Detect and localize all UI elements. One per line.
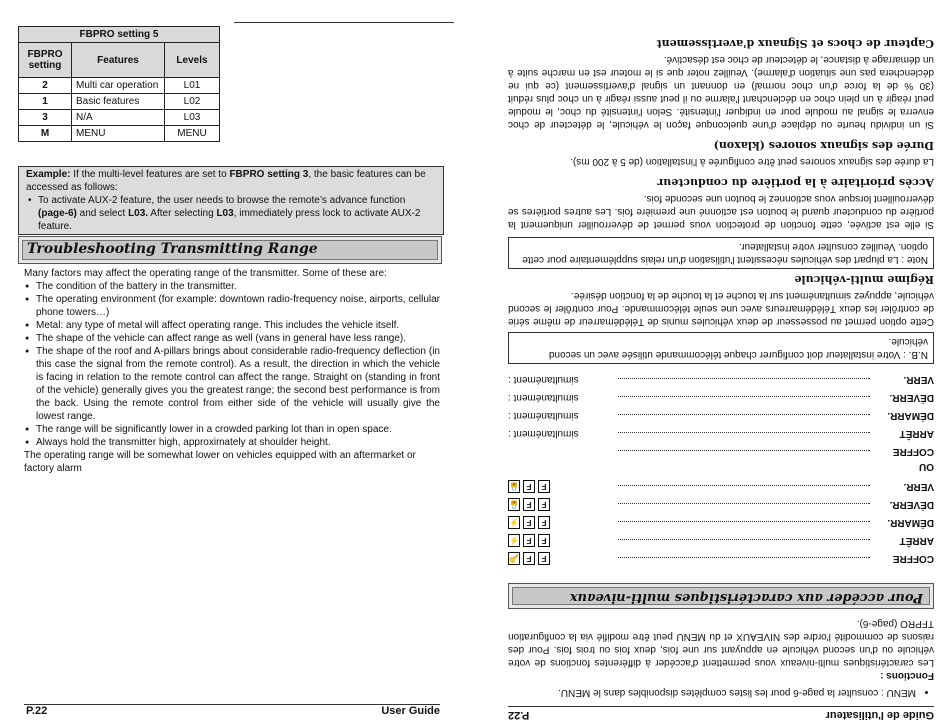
french-heading <box>508 583 934 609</box>
cell-setting: 1 <box>19 94 72 110</box>
level-row <box>508 440 934 458</box>
list-item: ● The condition of the battery in the transmitter. <box>36 280 440 293</box>
table-row <box>19 110 220 126</box>
col-header-features: Features <box>72 43 165 78</box>
col-header-setting: FBPRO setting <box>19 43 72 78</box>
table-row <box>19 78 220 94</box>
level-row <box>508 386 934 404</box>
section-heading <box>18 236 442 264</box>
french-intro: Les caractéristiques multi-niveaux vous permettent d'accéder à différentes fonctions de votre véhicule ou d'un second véhicule en appuyant sur une fois, deux fois ou trois fois. Pour des raisons de commodité l'ordre des NIVEAUX et du MENU peut être modifié via la configuration TFPRO (page-6). <box>508 618 934 668</box>
simul-text: simultanément : <box>508 392 579 403</box>
level-row <box>508 475 934 493</box>
level-row <box>508 422 934 440</box>
level-label: ARRÊT <box>899 428 934 439</box>
level-label: COFFRE <box>892 446 934 457</box>
cell-setting: 2 <box>19 78 72 94</box>
level-label: DÉMARR. <box>887 517 934 528</box>
nb-box: N.B. : Votre installateur doit configurer chaque télécommande utilisée avec un second véhicule. <box>508 332 934 364</box>
cell-setting: 3 <box>19 110 72 126</box>
key-icons: FF⚡ <box>508 534 553 547</box>
french-header <box>508 706 934 721</box>
key-icons: FF🔒 <box>508 480 553 493</box>
cell-feature: Multi car operation <box>72 78 165 94</box>
example-bullet <box>38 194 436 233</box>
level-label: DÉVERR. <box>889 392 934 403</box>
french-heading-text: Pour accéder aux caractéristiques multi-niveaux <box>569 590 923 605</box>
top-rule <box>234 22 454 23</box>
list-item: ● The operating environment (for example: downtown radio-frequency noise, airports, cellular phone towers…) <box>36 293 440 319</box>
priority-title: Accès prioritaire à la portière du conducteur <box>657 176 934 189</box>
page-number: P.22 <box>26 705 48 717</box>
simul-text: simultanément : <box>508 410 579 421</box>
level-label: VERR. <box>903 374 934 385</box>
cell-feature: Basic features <box>72 94 165 110</box>
table-row <box>19 94 220 110</box>
section-body <box>24 267 440 475</box>
fonctions-label: Fonctions : <box>880 670 934 681</box>
list-item: ● The shape of the vehicle can affect range as well (vans in general have less range). <box>36 332 440 345</box>
page-footer <box>24 704 440 717</box>
bullet-b: (page-6) <box>38 208 77 219</box>
example-box <box>18 166 444 235</box>
french-guide-title: Guide de l'utilisateur <box>825 709 934 721</box>
cell-level: L02 <box>165 94 220 110</box>
guide-title: User Guide <box>381 705 440 717</box>
cell-level: L01 <box>165 78 220 94</box>
level-row <box>508 547 934 565</box>
col-header-levels: Levels <box>165 43 220 78</box>
bullet-g: , immediately press lock to activate AUX-2 feature. <box>38 208 421 232</box>
example-text <box>26 168 436 194</box>
priority-text: Si elle est activée, cette fonction de protection vous permet de déverrouiller uniquement la portière du conducteur quand le bouton est actionné une première fois. Les autres portières se déverrouillent lorsque vous actionnez le bouton une seconde fois. <box>508 193 934 230</box>
key-icons: FF⚡ <box>508 516 553 529</box>
shock-title: Capteur de chocs et Signaux d'avertissement <box>656 37 934 50</box>
level-row <box>508 368 934 386</box>
list-item: ● Metal: any type of metal will affect operating range. This includes the vehicle itself. <box>36 319 440 332</box>
cell-feature: N/A <box>72 110 165 126</box>
french-content <box>508 37 934 699</box>
bullet-f: L03 <box>216 208 234 219</box>
level-label: DÉVERR. <box>889 499 934 510</box>
list-item: ● The range will be significantly lower in a crowded parking lot than in open space. <box>36 423 440 436</box>
closing-text: The operating range will be somewhat lower on vehicles equipped with an aftermarket or factory alarm <box>24 450 416 474</box>
level-label: VERR. <box>903 481 934 492</box>
table-caption: FBPRO setting 5 <box>19 27 220 43</box>
klaxon-text: La durée des signaux sonores peut être configurée à l'installation (de 5 à 200 ms). <box>570 156 934 167</box>
menu-line: • MENU : consulter la page-6 pour les listes complètes disponibles dans le MENU. <box>508 686 916 699</box>
level-row <box>508 529 934 547</box>
level-label: DÉMARR. <box>887 410 934 421</box>
example-text-1: If the multi-level features are set to <box>70 169 230 180</box>
levels-list-a <box>508 475 934 565</box>
list-item: ● Always hold the transmitter high, approximately at shoulder height. <box>36 436 440 449</box>
example-label: Example: <box>26 169 71 180</box>
level-row <box>508 493 934 511</box>
cell-level: L03 <box>165 110 220 126</box>
french-page-number: P.22 <box>508 709 530 721</box>
level-label: COFFRE <box>892 553 934 564</box>
factor-list <box>24 280 440 449</box>
key-icons: FF🔑 <box>508 552 553 565</box>
cell-level: MENU <box>165 126 220 142</box>
simul-text: simultanément : <box>508 374 579 385</box>
fbpro-table <box>18 26 220 142</box>
levels-list-b <box>508 368 934 458</box>
intro-text: Many factors may affect the operating range of the transmitter. Some of these are: <box>24 268 387 279</box>
left-page <box>16 0 440 725</box>
cell-feature: MENU <box>72 126 165 142</box>
list-item: ● The shape of the roof and A-pillars brings about considerable radio-frequency deflection (in this case the signal from the remote control). As a result, the direction in which the vehicle is facing in relation to the remote control can affect the range. Straight on (standing in front of the vehicle) generally gives you the greatest range; the second best performance is from the back. Using the remote control from either side of the vehicle will usually give the lowest range. <box>36 345 440 423</box>
table-row <box>19 126 220 142</box>
klaxon-title: Durée des signaux sonores (klaxon) <box>713 139 934 152</box>
multi-title: Régime multi-véhicule <box>794 273 934 286</box>
section-title: Troubleshooting Transmitting Range <box>27 241 318 257</box>
ou-label: OU <box>919 461 934 472</box>
level-row <box>508 511 934 529</box>
bullet-a: To activate AUX-2 feature, the user needs to browse the remote’s advance function <box>38 195 406 206</box>
level-row <box>508 404 934 422</box>
cell-setting: M <box>19 126 72 142</box>
bullet-c: and select <box>76 208 129 219</box>
bullet-e: After selecting <box>148 208 217 219</box>
example-bold-1: FBPRO setting 3 <box>229 169 309 180</box>
level-label: ARRÊT <box>899 535 934 546</box>
note-box: Note : La plupart des véhicules nécessitent l'utilisation d'un relais supplémentaire pour cette option. Veuillez consulter votre installateur. <box>508 237 934 269</box>
shock-text: Si un individu heurte ou déplace d'une quelconque façon le véhicule, le détecteur de choc enverra le signal au module pour en indiquer l'intensité. Selon l'intensité du choc, le module peut réagir à un plein choc en déclenchant l'alarme ou il peut aussi réagir à un choc plus réduit (30 % de la force d'un choc normal) en donnant un signal d'avertissement (ce qui ne déclenchera pas une situation d'alarme). Veuillez noter que si le moteur est en marche suite à un démarrage à distance, le détecteur de choc est désactivé. <box>508 54 934 130</box>
simul-text: simultanément : <box>508 428 579 439</box>
multi-text: Cette option permet au possesseur de deux véhicules munis de Télédémarreur de même série de contrôler les deux Télédémarreurs avec une seule télécommande. Pour contrôler le second véhicule, appuyez simultanément sur la touche et la touche de la fonction désirée. <box>508 290 934 327</box>
bullet-d: L03. <box>128 208 149 219</box>
right-page-rotated <box>508 0 934 725</box>
example-text-2: , the basic features can be accessed as follows: <box>26 169 426 193</box>
key-icons: FF🔓 <box>508 498 553 511</box>
